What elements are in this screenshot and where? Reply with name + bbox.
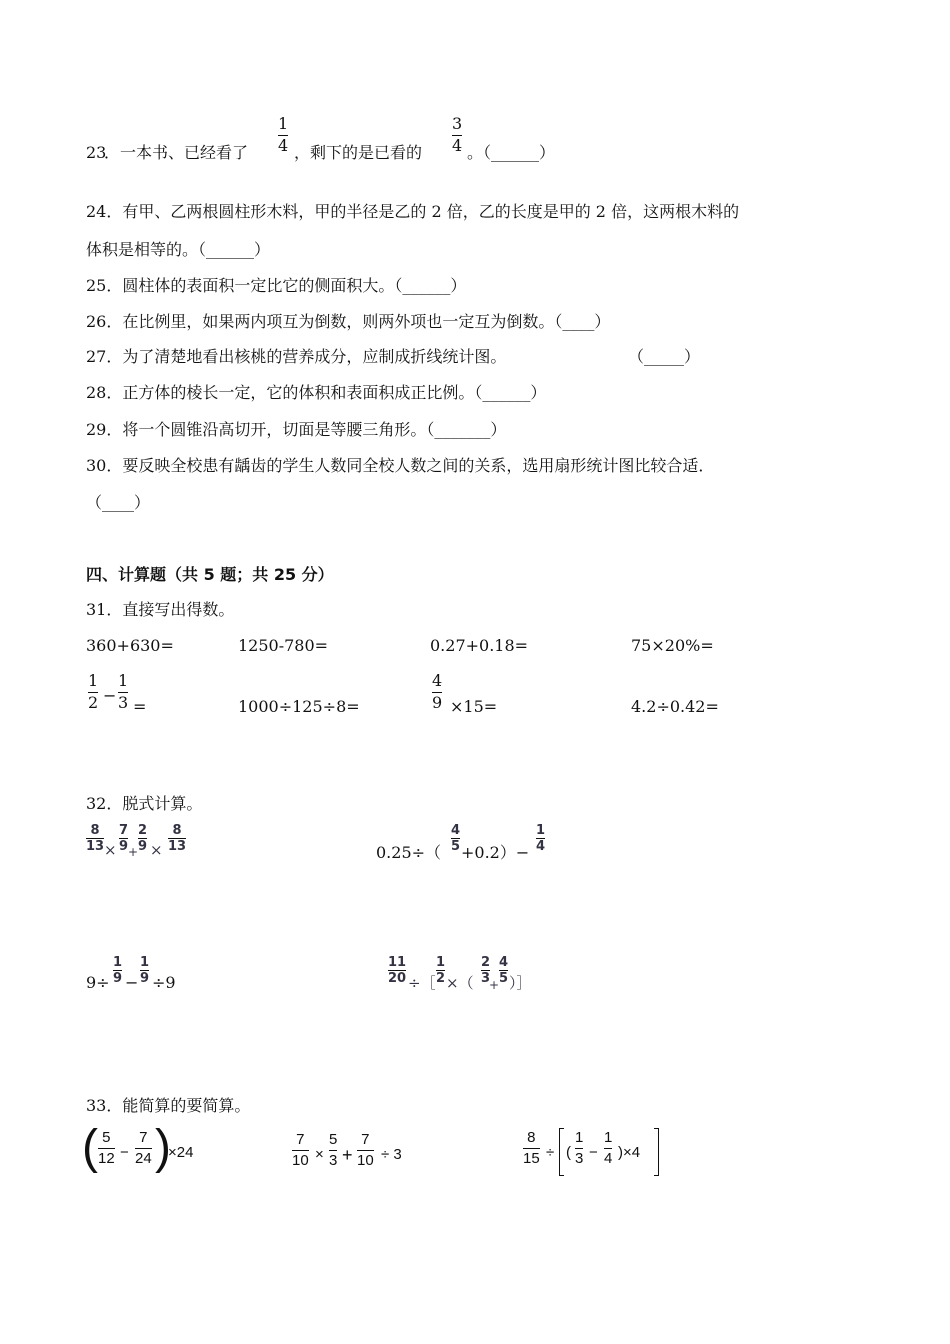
denominator: 24 xyxy=(135,1150,152,1167)
fraction xyxy=(604,1129,612,1167)
q23-answer-blank[interactable]: 。（______） xyxy=(467,143,556,162)
numerator: 8 xyxy=(527,1129,536,1146)
q23-text-2: ，剩下的是已看的 xyxy=(294,143,423,162)
denominator: 3 xyxy=(575,1150,584,1167)
fraction xyxy=(113,956,122,985)
numerator: 1 xyxy=(604,1129,613,1146)
denominator: 4 xyxy=(604,1150,613,1167)
fraction xyxy=(523,1129,540,1167)
q31-r2a-fraction-2 xyxy=(118,672,128,712)
denominator: 10 xyxy=(357,1152,374,1169)
numerator: 7 xyxy=(119,823,129,838)
denominator: 9 xyxy=(119,839,129,854)
q31-r2a-fraction-1 xyxy=(88,672,98,712)
denominator: 4 xyxy=(536,839,546,854)
fraction xyxy=(499,956,508,985)
left-bracket xyxy=(559,1128,564,1176)
q29-text: 29．将一个圆锥沿高切开，切面是等腰三角形。（_______） xyxy=(86,420,507,439)
expr-text: ）］ xyxy=(509,974,532,992)
q28-text: 28．正方体的棱长一定，它的体积和表面积成正比例。（______） xyxy=(86,383,547,402)
expr-text: +0.2）− xyxy=(461,843,530,862)
q31-r2c-tail: ×15= xyxy=(450,697,498,716)
numerator: 1 xyxy=(536,823,546,838)
denominator: 2 xyxy=(88,693,99,712)
q25-text: 25．圆柱体的表面积一定比它的侧面积大。（______） xyxy=(86,276,467,295)
numerator: 1 xyxy=(575,1129,584,1146)
divide-sign: ÷ xyxy=(546,1144,555,1161)
q26-text: 26．在比例里，如果两内项互为倒数，则两外项也一定互为倒数。（____） xyxy=(86,312,611,331)
section-title: 四、计算题（共 5 题；共 25 分） xyxy=(86,565,334,584)
q31-item-2: 1250-780= xyxy=(238,636,329,655)
fraction xyxy=(119,824,128,853)
fraction xyxy=(138,824,147,853)
fraction xyxy=(357,1131,374,1169)
q32-title: 32．脱式计算。 xyxy=(86,794,203,813)
numerator: 1 xyxy=(113,955,123,970)
left-paren: ( xyxy=(82,1121,98,1174)
fraction xyxy=(575,1129,583,1167)
minus-sign: − xyxy=(120,1144,129,1161)
numerator: 2 xyxy=(138,823,148,838)
denominator: 13 xyxy=(86,839,105,854)
numerator: 8 xyxy=(172,823,182,838)
denominator: 4 xyxy=(278,136,289,155)
expr-text: ÷［ xyxy=(408,974,436,992)
numerator: 7 xyxy=(139,1129,148,1146)
q31-item-6: 1000÷125÷8= xyxy=(238,697,360,716)
numerator: 7 xyxy=(361,1131,370,1148)
right-paren: ) xyxy=(155,1121,171,1174)
expr-text: )×4 xyxy=(618,1144,641,1161)
expr-text: 9÷ xyxy=(86,973,110,992)
q31-item-3: 0.27+0.18= xyxy=(430,636,529,655)
denominator: 9 xyxy=(113,971,123,986)
q31-title: 31．直接写出得数。 xyxy=(86,600,235,619)
numerator: 1 xyxy=(278,114,289,133)
times-sign: × xyxy=(104,841,117,859)
denominator: 5 xyxy=(451,839,461,854)
numerator: 2 xyxy=(481,955,491,970)
denominator: 9 xyxy=(432,693,443,712)
q23-fraction-2 xyxy=(452,115,462,155)
minus-sign: − xyxy=(589,1144,598,1161)
denominator: 13 xyxy=(168,839,187,854)
denominator: 3 xyxy=(481,971,491,986)
fraction xyxy=(140,956,149,985)
denominator: 10 xyxy=(292,1152,309,1169)
fraction xyxy=(98,1129,115,1167)
numerator: 5 xyxy=(102,1129,111,1146)
right-bracket xyxy=(654,1128,659,1176)
plus-sign: + xyxy=(489,978,500,992)
numerator: 1 xyxy=(140,955,150,970)
q23-fraction-1 xyxy=(278,115,288,155)
q33-title: 33．能简算的要简算。 xyxy=(86,1096,251,1115)
fraction xyxy=(436,956,445,985)
expr-text: ×24 xyxy=(168,1144,194,1161)
q27-text: 27．为了清楚地看出核桃的营养成分，应制成折线统计图。 xyxy=(86,347,507,366)
minus-sign: − xyxy=(103,686,117,705)
denominator: 5 xyxy=(499,971,509,986)
expr-text: ÷ 3 xyxy=(381,1146,402,1163)
fraction xyxy=(86,824,104,853)
q24-line-1: 24．有甲、乙两根圆柱形木料，甲的半径是乙的 2 倍，乙的长度是甲的 2 倍，这两根木料的 xyxy=(86,202,740,221)
numerator: 4 xyxy=(432,671,443,690)
denominator: 4 xyxy=(452,136,463,155)
numerator: 7 xyxy=(296,1131,305,1148)
q31-item-1: 360+630= xyxy=(86,636,174,655)
denominator: 3 xyxy=(118,693,129,712)
expr-text: ×（ xyxy=(446,974,474,992)
equals-sign: = xyxy=(133,697,147,716)
denominator: 2 xyxy=(436,971,446,986)
open-paren: ( xyxy=(566,1144,571,1161)
times-sign: × xyxy=(150,841,163,859)
numerator: 5 xyxy=(329,1131,338,1148)
denominator: 9 xyxy=(138,839,148,854)
numerator: 3 xyxy=(452,114,463,133)
denominator: 9 xyxy=(140,971,150,986)
expr-text: 0.25÷（ xyxy=(376,843,442,862)
q31-r2c-fraction xyxy=(432,672,442,712)
fraction xyxy=(329,1131,337,1169)
numerator: 1 xyxy=(436,955,446,970)
q30-line-1: 30．要反映全校患有龋齿的学生人数同全校人数之间的关系，选用扇形统计图比较合适． xyxy=(86,456,715,475)
q23-number: 23 xyxy=(86,143,107,162)
fraction xyxy=(135,1129,152,1167)
minus-sign: − xyxy=(125,973,139,992)
q23-text-1: ．一本书、已经看了 xyxy=(104,143,249,162)
q30-answer-blank[interactable]: （____） xyxy=(86,493,151,512)
fraction xyxy=(451,824,460,853)
fraction xyxy=(292,1131,309,1169)
denominator: 15 xyxy=(523,1150,540,1167)
expr-text: ÷9 xyxy=(152,973,176,992)
plus-sign: + xyxy=(128,845,139,859)
denominator: 12 xyxy=(98,1150,115,1167)
denominator: 20 xyxy=(388,971,407,986)
q31-item-4: 75×20%= xyxy=(631,636,714,655)
q27-answer-blank[interactable]: （_____） xyxy=(628,347,701,366)
fraction xyxy=(168,824,186,853)
q31-item-8: 4.2÷0.42= xyxy=(631,697,719,716)
plus-sign: + xyxy=(342,1145,353,1165)
denominator: 3 xyxy=(329,1152,338,1169)
numerator: 1 xyxy=(118,671,129,690)
numerator: 8 xyxy=(90,823,100,838)
fraction xyxy=(536,824,545,853)
times-sign: × xyxy=(315,1146,324,1163)
numerator: 4 xyxy=(451,823,461,838)
q24-line-2: 体积是相等的。（______） xyxy=(86,240,271,259)
numerator: 11 xyxy=(388,955,407,970)
fraction xyxy=(388,956,406,985)
numerator: 1 xyxy=(88,671,99,690)
numerator: 4 xyxy=(499,955,509,970)
